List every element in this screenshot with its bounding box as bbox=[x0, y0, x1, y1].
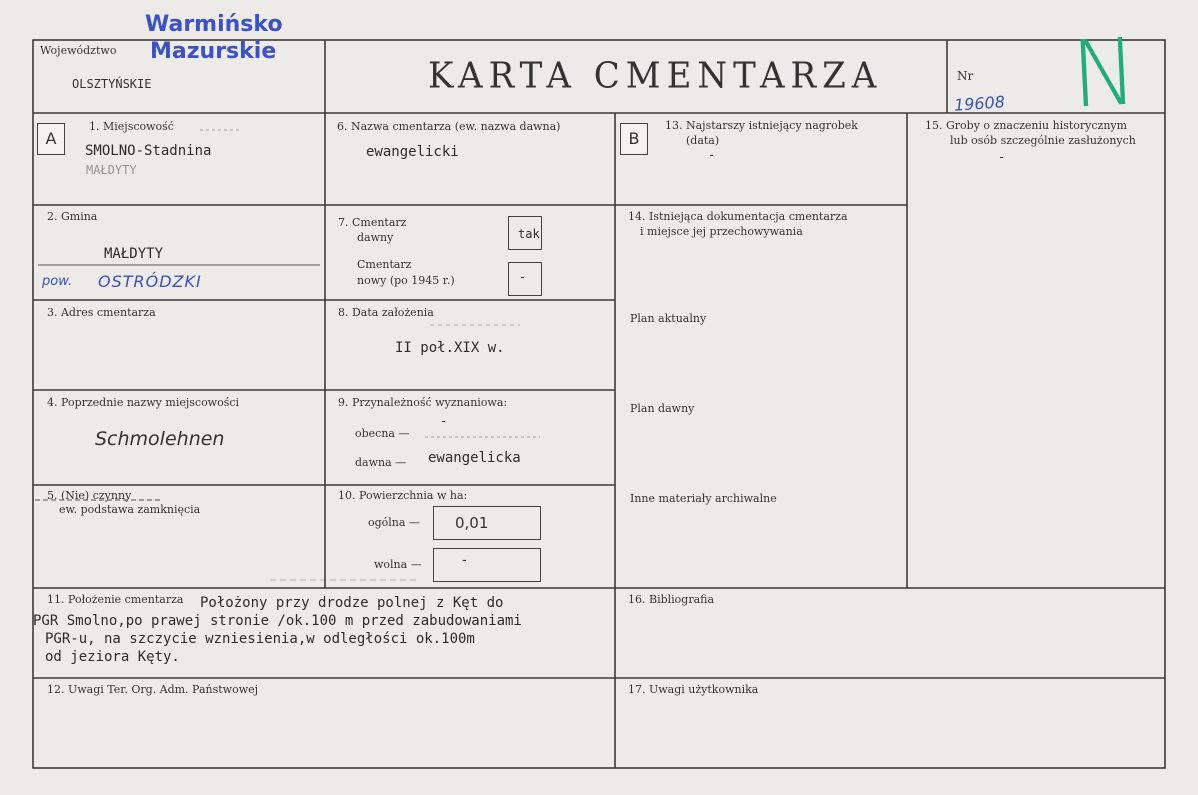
field-14-sub-label: i miejsce jej przechowywania bbox=[640, 225, 803, 238]
field-7-label: 7. Cmentarz bbox=[338, 216, 407, 229]
field-10-total-label: ogólna — bbox=[368, 516, 420, 529]
field-15-label: 15. Groby o znaczeniu historycznym bbox=[925, 119, 1128, 132]
field-8-value: II poł.XIX w. bbox=[395, 340, 505, 356]
field-7-old-label: dawny bbox=[357, 231, 394, 244]
field-11-line-3: PGR-u, na szczycie wzniesienia,w odległości ok.100m bbox=[45, 631, 475, 647]
field-11-label: 11. Położenie cmentarza bbox=[47, 593, 184, 606]
field-6-label: 6. Nazwa cmentarza (ew. nazwa dawna) bbox=[337, 120, 561, 133]
field-7-new-label-1: Cmentarz bbox=[357, 258, 412, 271]
plan-current-label: Plan aktualny bbox=[630, 312, 707, 325]
field-1-value: SMOLNO-Stadnina bbox=[85, 143, 212, 159]
section-a-box: A bbox=[37, 123, 65, 155]
field-11-line-2: PGR Smolno,po prawej stronie /ok.100 m przed zabudowaniami bbox=[33, 613, 522, 629]
field-12-label: 12. Uwagi Ter. Org. Adm. Państwowej bbox=[47, 683, 259, 696]
field-9-label: 9. Przynależność wyznaniowa: bbox=[338, 396, 508, 409]
plan-old-label: Plan dawny bbox=[630, 402, 695, 415]
field-13-value: - bbox=[708, 148, 716, 162]
voivodeship-label: Województwo bbox=[40, 44, 117, 57]
field-4-label: 4. Poprzednie nazwy miejscowości bbox=[47, 396, 240, 409]
nr-label: Nr bbox=[957, 69, 974, 83]
field-11-line-4: od jeziora Kęty. bbox=[45, 649, 180, 665]
field-14-label: 14. Istniejąca dokumentacja cmentarza bbox=[628, 210, 848, 223]
other-materials-label: Inne materiały archiwalne bbox=[630, 492, 777, 505]
field-10-free-label: wolna — bbox=[374, 558, 422, 571]
handwritten-n-mark: N bbox=[1069, 18, 1140, 129]
field-7-old-value: tak bbox=[518, 227, 540, 241]
field-16-label: 16. Bibliografia bbox=[628, 593, 715, 606]
page-title: KARTA CMENTARZA bbox=[428, 55, 883, 97]
field-15-sub-label: lub osób szczególnie zasłużonych bbox=[950, 134, 1136, 147]
field-10-total-value: 0,01 bbox=[455, 514, 489, 532]
field-11-line-1: Położony przy drodze polnej z Kęt do bbox=[200, 595, 504, 611]
field-9-former-label: dawna — bbox=[355, 456, 407, 469]
stamp-line-1: Warmińsko bbox=[145, 12, 283, 37]
field-7-new-value: - bbox=[519, 270, 527, 284]
field-5-sub-label: ew. podstawa zamknięcia bbox=[59, 503, 201, 516]
field-1-label: 1. Miejscowość bbox=[89, 120, 174, 133]
field-2-value: MAŁDYTY bbox=[104, 246, 164, 262]
stamp-line-2: Mazurskie bbox=[150, 39, 277, 64]
voivodeship-value: OLSZTYŃSKIE bbox=[72, 77, 152, 91]
field-10-label: 10. Powierzchnia w ha: bbox=[338, 489, 468, 502]
field-6-value: ewangelicki bbox=[366, 144, 459, 160]
field-8-label: 8. Data założenia bbox=[338, 306, 434, 319]
field-1-crossed-value: MAŁDYTY bbox=[86, 163, 137, 177]
county-prefix: pow. bbox=[42, 274, 73, 289]
nr-value: 19608 bbox=[953, 92, 1006, 115]
field-17-label: 17. Uwagi użytkownika bbox=[628, 683, 759, 696]
field-2-label: 2. Gmina bbox=[47, 210, 98, 223]
field-10-free-value: - bbox=[462, 553, 467, 568]
field-9-former-value: ewangelicka bbox=[428, 450, 521, 466]
section-b-box: B bbox=[620, 123, 648, 155]
free-area-box bbox=[433, 548, 541, 582]
field-13-sub-label: (data) bbox=[686, 134, 720, 147]
field-9-current-label: obecna — bbox=[355, 427, 410, 440]
field-9-current-value: - bbox=[440, 414, 448, 428]
field-7-new-label-2: nowy (po 1945 r.) bbox=[357, 274, 455, 287]
field-3-label: 3. Adres cmentarza bbox=[47, 306, 156, 319]
field-13-label: 13. Najstarszy istniejący nagrobek bbox=[665, 119, 858, 132]
field-4-value: Schmolehnen bbox=[95, 428, 225, 450]
county-value: OSTRÓDZKI bbox=[98, 272, 202, 291]
field-5-label: 5. (Nie) czynny bbox=[47, 489, 132, 502]
field-15-value: - bbox=[998, 150, 1006, 164]
